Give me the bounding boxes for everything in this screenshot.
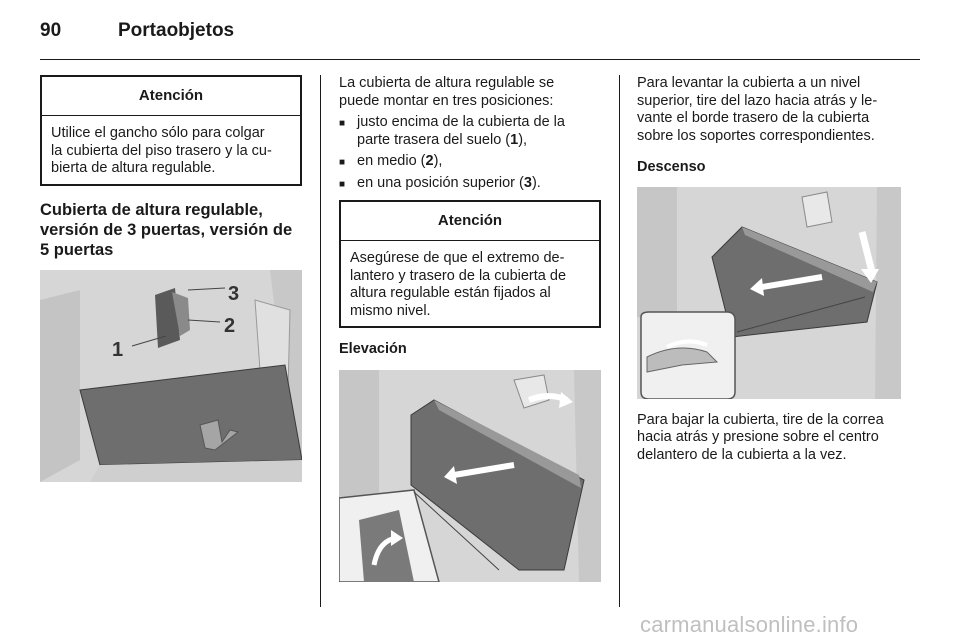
- positions-list: [339, 114, 601, 192]
- heading-line: Cubierta de altura regulable,: [40, 201, 263, 219]
- figure-label-2: 2: [224, 315, 236, 337]
- position-number: 1: [510, 131, 519, 148]
- heading-line: 5 puertas: [40, 241, 114, 259]
- elevation-heading: Elevación: [339, 341, 407, 357]
- raise-paragraph: [637, 75, 901, 145]
- figure-label-1: 1: [112, 339, 124, 361]
- heading-line: versión de 3 puertas, versión de: [40, 221, 293, 239]
- lower-cover-figure: [637, 187, 901, 399]
- notice-title: Atención: [341, 202, 599, 241]
- text-line: delantero de la cubierta a la vez.: [637, 446, 847, 463]
- header-divider: [40, 59, 920, 60]
- text-line: La cubierta de altura regulable se: [339, 75, 555, 91]
- text-line: superior, tire del lazo hacia atrás y le-: [637, 92, 878, 109]
- column-divider-2: [619, 75, 620, 607]
- column-3: [637, 75, 901, 464]
- position-number: 2: [425, 153, 434, 169]
- bullet-icon: ■: [339, 178, 346, 190]
- position-number: 3: [523, 174, 532, 191]
- text-line: en medio (: [357, 153, 426, 169]
- cargo-cover-positions-figure: [40, 270, 302, 482]
- column-1: [40, 75, 302, 482]
- text-line: en una posición superior (: [357, 174, 524, 191]
- text-line: Asegúrese de que el extremo de-: [350, 250, 565, 266]
- column-2: [339, 75, 601, 582]
- text-line: lantero y trasero de la cubierta de: [350, 267, 567, 284]
- text-line: parte trasera del suelo (: [357, 131, 511, 148]
- watermark: carmanualsonline.info: [640, 612, 859, 637]
- text-line: la cubierta del piso trasero y la cu-: [51, 142, 272, 159]
- text-tail: ),: [433, 153, 443, 169]
- text-line: justo encima de la cubierta de la: [357, 114, 565, 130]
- text-line: altura regulable están fijados al: [350, 285, 551, 301]
- notice-box-1: [40, 75, 302, 186]
- list-item: [339, 114, 601, 149]
- page-number: 90: [40, 20, 62, 41]
- text-line: Para bajar la cubierta, tire de la correa: [637, 411, 884, 428]
- text-tail: ),: [518, 131, 528, 148]
- text-line: Utilice el gancho sólo para colgar: [51, 125, 265, 141]
- page-header: [40, 18, 920, 58]
- notice-text: [341, 241, 599, 328]
- text-line: sobre los soportes correspondientes.: [637, 127, 875, 144]
- figure-label-3: 3: [228, 283, 240, 305]
- text-line: bierta de altura regulable.: [51, 160, 216, 176]
- list-item: [339, 153, 601, 171]
- lower-heading: Descenso: [637, 159, 706, 175]
- section-heading: [40, 200, 302, 260]
- text-line: vante el borde trasero de la cubierta: [637, 110, 870, 126]
- notice-box-2: [339, 200, 601, 328]
- bullet-icon: ■: [339, 157, 346, 168]
- text-line: hacia atrás y presione sobre el centro: [637, 429, 879, 445]
- bullet-icon: ■: [339, 118, 346, 129]
- text-tail: ).: [531, 174, 541, 191]
- raise-cover-figure: [339, 370, 601, 582]
- column-divider-1: [320, 75, 321, 607]
- notice-text: [42, 116, 300, 186]
- lower-paragraph: [637, 412, 901, 465]
- page-title: Portaobjetos: [118, 20, 235, 41]
- text-line: puede montar en tres posiciones:: [339, 92, 554, 109]
- text-line: Para levantar la cubierta a un nivel: [637, 75, 861, 91]
- list-item: [339, 175, 601, 193]
- intro-paragraph: [339, 75, 601, 110]
- notice-title: Atención: [42, 77, 300, 116]
- text-line: mismo nivel.: [350, 302, 431, 319]
